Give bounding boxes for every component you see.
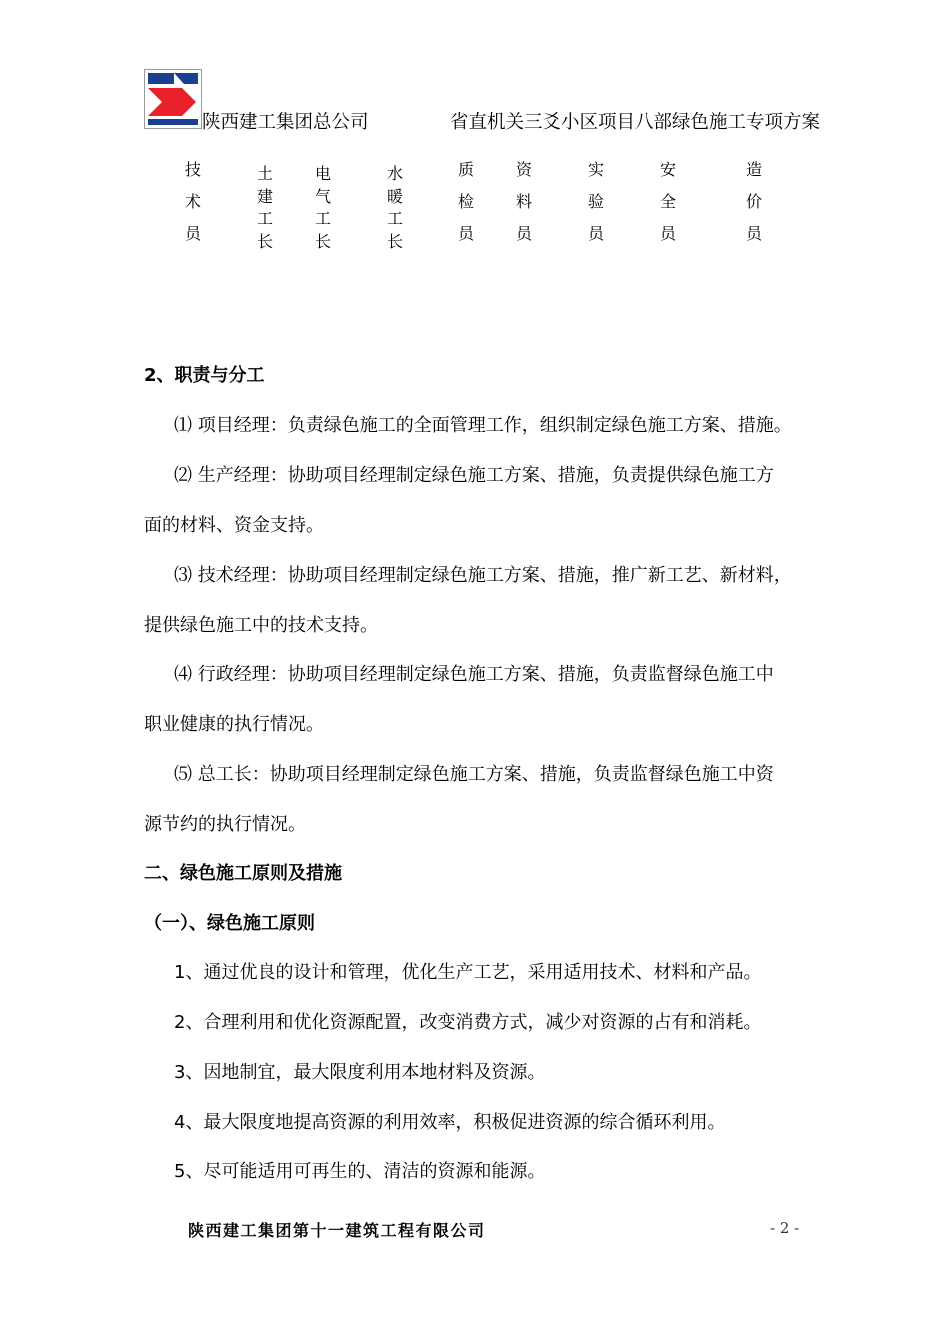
duty-item: ⑵ 生产经理：协助项目经理制定绿色施工方案、措施，负责提供绿色施工方	[174, 465, 774, 486]
org-role-label: 土 建 工 长	[256, 164, 273, 251]
section-heading-principles: 二、绿色施工原则及措施	[144, 863, 342, 884]
org-role-label: 电 气 工 长	[314, 164, 331, 251]
duty-item-cont: 面的材料、资金支持。	[144, 515, 324, 536]
header-company: 陕西建工集团总公司	[202, 112, 369, 133]
org-role-label: 水 暖 工 长	[386, 164, 403, 251]
principle-item: 5、尽可能适用可再生的、清洁的资源和能源。	[174, 1161, 546, 1182]
org-role-label: 安 全 员	[659, 160, 676, 243]
duty-item: ⑷ 行政经理：协助项目经理制定绿色施工方案、措施，负责监督绿色施工中	[174, 664, 774, 685]
duty-item-cont: 提供绿色施工中的技术支持。	[144, 615, 378, 636]
page-number: - 2 -	[770, 1219, 800, 1237]
duty-item: ⑴ 项目经理：负责绿色施工的全面管理工作，组织制定绿色施工方案、措施。	[174, 415, 792, 436]
org-role-label: 实 验 员	[587, 160, 604, 243]
duty-item-cont: 源节约的执行情况。	[144, 814, 306, 835]
subheading-principles: （一）、绿色施工原则	[144, 913, 315, 934]
org-role-label: 技 术 员	[184, 160, 201, 243]
header-project-title: 省直机关三爻小区项目八部绿色施工专项方案	[450, 112, 821, 133]
principle-item: 4、最大限度地提高资源的利用效率，积极促进资源的综合循环利用。	[174, 1112, 726, 1133]
duty-item: ⑸ 总工长：协助项目经理制定绿色施工方案、措施，负责监督绿色施工中资	[174, 764, 774, 785]
principle-item: 3、因地制宜，最大限度利用本地材料及资源。	[174, 1062, 546, 1083]
company-logo	[144, 69, 202, 129]
org-role-label: 资 料 员	[515, 160, 532, 243]
principle-item: 2、合理利用和优化资源配置，改变消费方式，减少对资源的占有和消耗。	[174, 1012, 762, 1033]
footer-company: 陕西建工集团第十一建筑工程有限公司	[188, 1221, 486, 1240]
duty-item: ⑶ 技术经理：协助项目经理制定绿色施工方案、措施，推广新工艺、新材料，	[174, 565, 792, 586]
duty-item-cont: 职业健康的执行情况。	[144, 714, 324, 735]
org-role-label: 质 检 员	[457, 160, 474, 243]
principle-item: 1、通过优良的设计和管理，优化生产工艺，采用适用技术、材料和产品。	[174, 962, 762, 983]
section-heading-duties: 2、职责与分工	[144, 365, 265, 386]
org-role-label: 造 价 员	[745, 160, 762, 243]
